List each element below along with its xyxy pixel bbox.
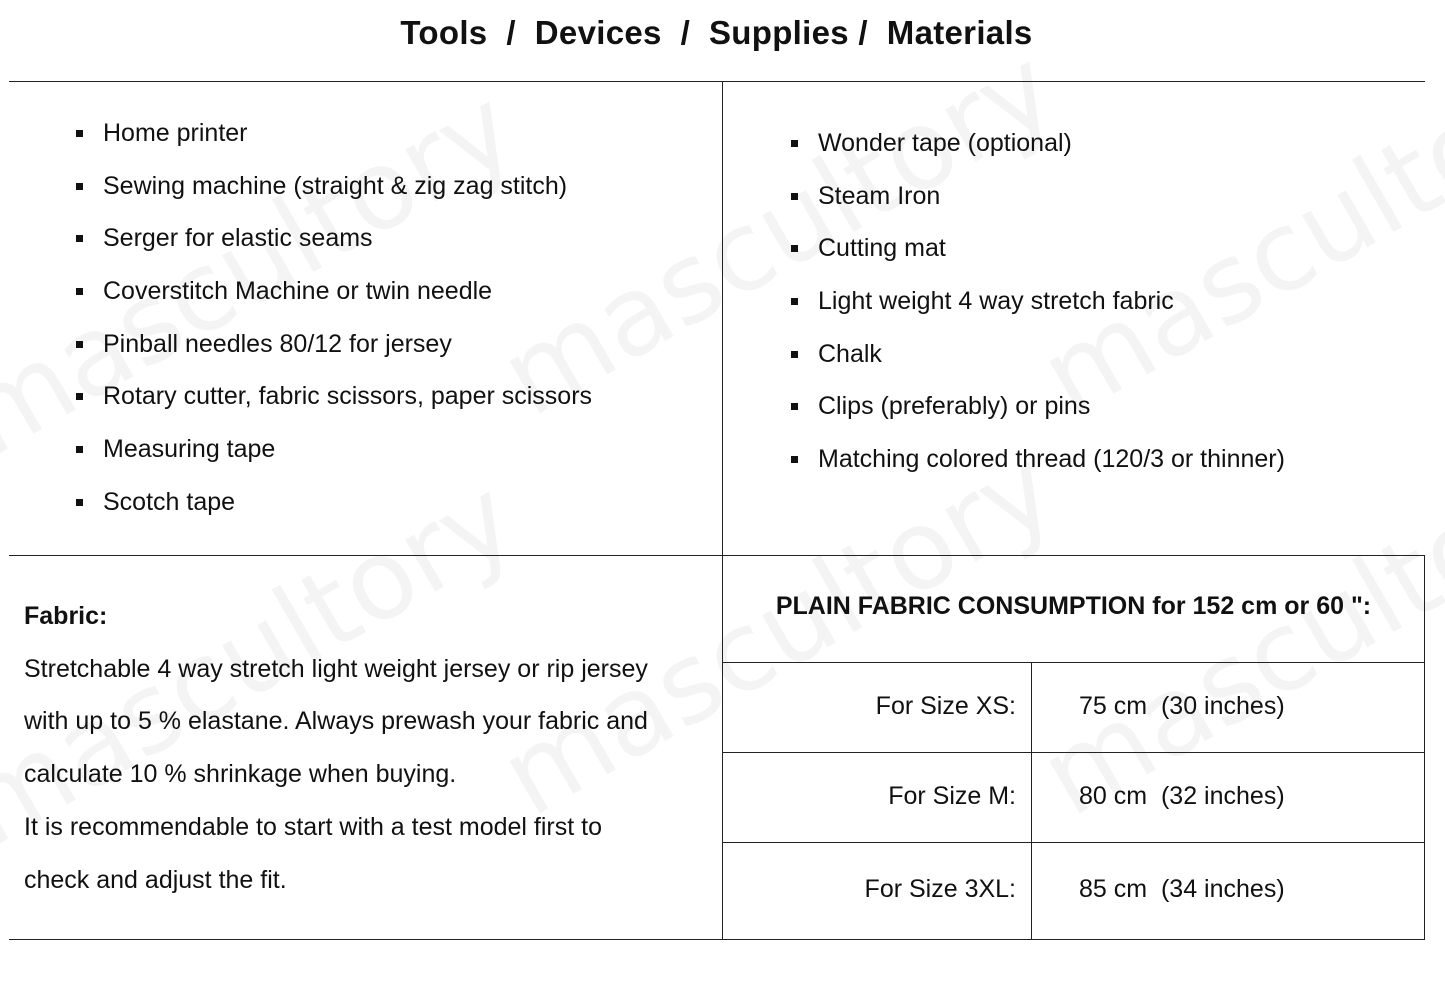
size-label-m: For Size M: [888,782,1016,810]
size-value-m: 80 cm (32 inches) [1079,782,1285,810]
table-row-divider [723,752,1424,753]
size-value-xs: 75 cm (30 inches) [1079,692,1285,720]
section-divider [9,555,1425,556]
fabric-description [24,590,714,906]
fabric-text-line: It is recommendable to start with a test model first to [24,812,603,841]
consumption-table-title: PLAIN FABRIC CONSUMPTION for 152 cm or 60 ": [775,592,1372,620]
tools-list-left [76,118,592,540]
list-item: Cutting mat [791,233,1285,286]
table-row-divider [723,842,1424,843]
list-item: Pinball needles 80/12 for jersey [76,329,592,382]
fabric-text-line: Stretchable 4 way stretch light weight jersey or rip jersey [24,654,648,683]
fabric-text-line: calculate 10 % shrinkage when buying. [24,760,457,789]
bottom-border [9,939,1425,940]
list-item: Home printer [76,118,592,171]
list-item: Measuring tape [76,434,592,487]
list-item: Wonder tape (optional) [791,128,1285,181]
fabric-text-line: check and adjust the fit. [24,865,287,894]
table-column-divider [1031,662,1032,940]
size-label-xs: For Size XS: [875,692,1016,720]
column-divider [722,81,723,940]
list-item: Sewing machine (straight & zig zag stitch) [76,171,592,224]
list-item: Scotch tape [76,487,592,540]
list-item: Clips (preferably) or pins [791,391,1285,444]
list-item: Rotary cutter, fabric scissors, paper scissors [76,381,592,434]
table-header-divider [723,662,1424,663]
list-item: Chalk [791,339,1285,392]
title-divider [9,81,1425,82]
page-title: Tools / Devices / Supplies / Materials [400,14,1033,51]
list-item: Coverstitch Machine or twin needle [76,276,592,329]
list-item: Steam Iron [791,181,1285,234]
fabric-label: Fabric: [24,602,108,630]
size-label-3xl: For Size 3XL: [864,875,1016,903]
fabric-text-line: with up to 5 % elastane. Always prewash your fabric and [24,707,648,736]
list-item: Serger for elastic seams [76,223,592,276]
table-right-border [1424,555,1425,940]
size-value-3xl: 85 cm (34 inches) [1079,875,1285,903]
tools-list-right [791,128,1285,497]
list-item: Matching colored thread (120/3 or thinner) [791,444,1285,497]
list-item: Light weight 4 way stretch fabric [791,286,1285,339]
